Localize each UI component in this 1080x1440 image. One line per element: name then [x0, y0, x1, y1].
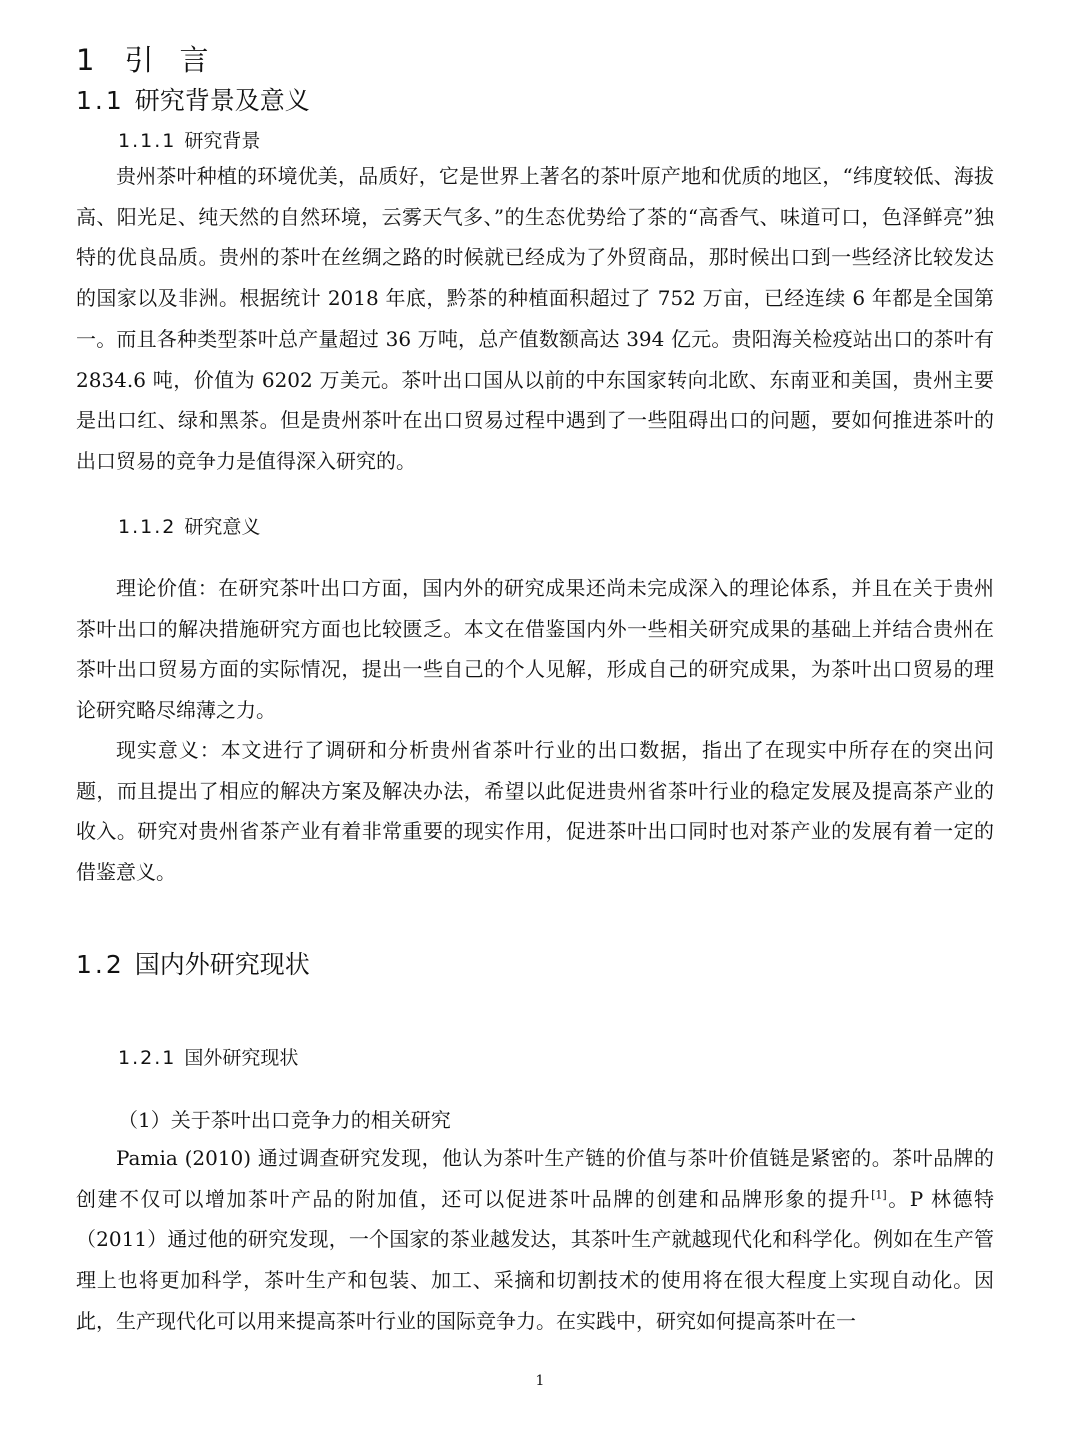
subsection-number: 1.1.2 — [118, 516, 177, 538]
chapter-title-part-2: 言 — [179, 43, 215, 77]
section-title: 国内外研究现状 — [134, 950, 310, 979]
subsection-heading-1-1-1 — [118, 126, 260, 153]
section-number: 1.2 — [76, 950, 125, 979]
section-heading-1-1 — [76, 81, 310, 117]
subsection-title: 研究背景 — [184, 130, 261, 152]
citation-reference: [1] — [871, 1188, 887, 1202]
paragraph-text: Pamia (2010) 通过调查研究发现，他认为茶叶生产链的价值与茶叶价值链是紧密的。茶叶品牌的创建不仅可以增加茶叶产品的附加值，还可以促进茶叶品牌的创建和品牌形象的提升 — [76, 1146, 994, 1211]
chapter-title-part-1: 引 — [124, 43, 160, 77]
subheading-export-competitiveness: （1）关于茶叶出口竞争力的相关研究 — [118, 1108, 451, 1132]
paragraph-practical-significance: 现实意义：本文进行了调研和分析贵州省茶叶行业的出口数据，指出了在现实中所存在的突出问题，而且提出了相应的解决方案及解决办法，希望以此促进贵州省茶叶行业的稳定发展及提高茶产业的收入。研究对贵州省茶产业有着非常重要的现实作用，促进茶叶出口同时也对茶产业的发展有着一定的借鉴意义。 — [76, 738, 994, 885]
paragraph-pamia-study — [76, 1138, 994, 1342]
subsection-heading-1-2-1 — [118, 1043, 298, 1070]
paragraph-text: 。P 林德特（2011）通过他的研究发现，一个国家的茶业越发达，其茶叶生产就越现代化和科学化。例如在生产管理上也将更加科学，茶叶生产和包装、加工、采摘和切割技术的使用将在很大程度上实现自动化。因此，生产现代化可以用来提高茶叶行业的国际竞争力。在实践中，研究如何提高茶叶在一 — [76, 1186, 994, 1333]
page-number: 1 — [535, 1373, 545, 1389]
subsection-title: 研究意义 — [184, 516, 261, 538]
paragraph-research-background: 贵州茶叶种植的环境优美，品质好，它是世界上著名的茶叶原产地和优质的地区，“纬度较低、海拔高、阳光足、纯天然的自然环境，云雾天气多、”的生态优势给了茶的“高香气、味道可口，色泽鲜亮”独特的优良品质。贵州的茶叶在丝绸之路的时候就已经成为了外贸商品，那时候出口到一些经济比较发达的国家以及非洲。根据统计 2018 年底，黔茶的种植面积超过了 752 万亩，已经连续 6 年都是全国第一。而且各种类型茶叶总产量超过 36 万吨，总产值数额高达 394 亿元。贵阳海关检疫站出口的茶叶有 2834.6 吨，价值为 6202 万美元。茶叶出口国从以前的中东国家转向北欧、东南亚和美国，贵州主要是出口红、绿和黑茶。但是贵州茶叶在出口贸易过程中遇到了一些阻碍出口的问题，要如何推进茶叶的出口贸易的竞争力是值得深入研究的。 — [76, 164, 994, 473]
chapter-number: 1 — [76, 43, 101, 77]
subsection-title: 国外研究现状 — [184, 1047, 299, 1069]
section-title: 研究背景及意义 — [134, 86, 310, 115]
subsection-heading-1-1-2 — [118, 512, 260, 539]
paragraph-theoretical-value: 理论价值：在研究茶叶出口方面，国内外的研究成果还尚未完成深入的理论体系，并且在关于贵州茶叶出口的解决措施研究方面也比较匮乏。本文在借鉴国内外一些相关研究成果的基础上并结合贵州在茶叶出口贸易方面的实际情况，提出一些自己的个人见解，形成自己的研究成果，为茶叶出口贸易的理论研究略尽绵薄之力。 — [76, 576, 994, 723]
section-number: 1.1 — [76, 86, 125, 115]
chapter-heading — [76, 38, 214, 79]
section-heading-1-2 — [76, 945, 310, 981]
subsection-number: 1.1.1 — [118, 130, 177, 152]
subsection-number: 1.2.1 — [118, 1047, 177, 1069]
